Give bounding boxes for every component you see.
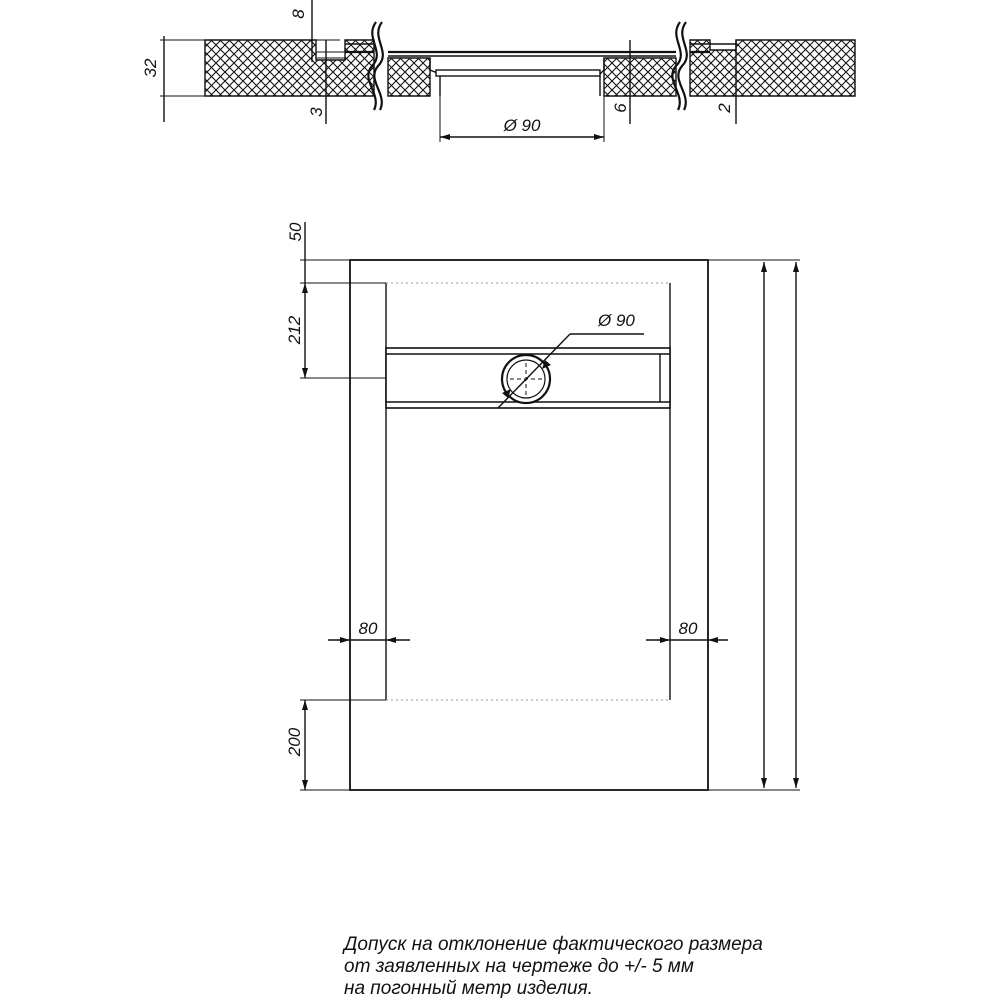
dim-section-drain-diameter: Ø 90 bbox=[503, 116, 541, 135]
dim-plan-drain-diameter: Ø 90 bbox=[598, 311, 635, 330]
section-slab-middle bbox=[388, 58, 676, 96]
note-line: Допуск на отклонение фактического размера bbox=[344, 934, 763, 955]
dim-right-border: 80 bbox=[678, 619, 698, 638]
tolerance-note bbox=[344, 934, 864, 1000]
note-line: на погонный метр изделия. bbox=[344, 978, 593, 999]
dim-top-offset: 50 bbox=[286, 222, 305, 242]
tray-outline bbox=[350, 260, 708, 790]
dim-lip-height: 8 bbox=[289, 9, 308, 19]
dim-drain-depth: 6 bbox=[611, 103, 630, 113]
cross-section-view bbox=[141, 0, 855, 142]
note-line: от заявленных на чертеже до +/- 5 мм bbox=[344, 956, 694, 977]
plan-view bbox=[285, 222, 800, 790]
section-slab-right bbox=[690, 40, 855, 96]
section-slab-left bbox=[205, 40, 374, 96]
dim-section-height: 32 bbox=[141, 58, 160, 78]
dim-left-border: 80 bbox=[358, 619, 378, 638]
dim-right-step: 2 bbox=[715, 103, 734, 113]
dim-channel-offset: 212 bbox=[285, 315, 304, 345]
dim-step-height: 3 bbox=[307, 107, 326, 117]
dim-bottom-offset: 200 bbox=[285, 727, 304, 757]
